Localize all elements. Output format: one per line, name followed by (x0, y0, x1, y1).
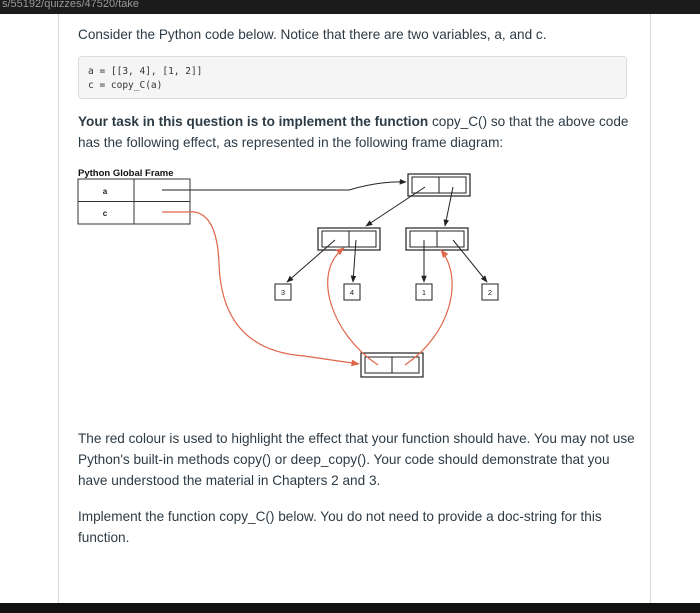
quiz-question-panel (58, 14, 651, 603)
code-line: c = copy_C(a) (88, 80, 163, 91)
arrow-to-2 (453, 240, 487, 282)
question-intro: Consider the Python code below. Notice that there are two variables, a, and c. (78, 27, 547, 42)
task-rest-text: copy_C() so that the above code has the following effect, as represented in the following frame diagram: (78, 114, 629, 150)
frame-diagram (59, 14, 650, 414)
svg-text:2: 2 (487, 288, 493, 297)
browser-url-strip (0, 0, 700, 14)
list-outer-c (361, 353, 423, 377)
arrow-a0-to-left (366, 187, 425, 226)
int-box-3 (275, 284, 291, 300)
svg-text:1: 1 (421, 288, 427, 297)
url-fragment: s/55192/quizzes/47520/take (2, 0, 139, 10)
red-colour-note: The red colour is used to highlight the effect that your function should have. You may not use Python's built-in methods copy() or deep_copy(). Your code should demonstrate that you have understood the material in Chapters 2 and 3. (78, 431, 635, 488)
frame-title: Python Global Frame (78, 168, 174, 179)
int-box-4 (344, 284, 360, 300)
svg-text:3: 3 (280, 288, 286, 297)
code-line: a = [[3, 4], [1, 2]] (88, 66, 203, 77)
svg-text:4: 4 (349, 288, 355, 297)
list-outer-a (408, 174, 470, 196)
variable-a-label: a (102, 187, 108, 196)
bottom-bar (0, 603, 700, 613)
implement-instruction: Implement the function copy_C() below. You do not need to provide a doc-string for this function. (78, 509, 602, 545)
red-arrow-copy1-to-right (405, 250, 452, 365)
variable-c-label: c (102, 209, 108, 218)
int-box-2 (482, 284, 498, 300)
task-bold-text: Your task in this question is to implement the function (78, 114, 429, 129)
arrow-a-to-list (162, 182, 406, 190)
red-arrow-copy0-to-left (328, 248, 378, 365)
int-box-1 (416, 284, 432, 300)
